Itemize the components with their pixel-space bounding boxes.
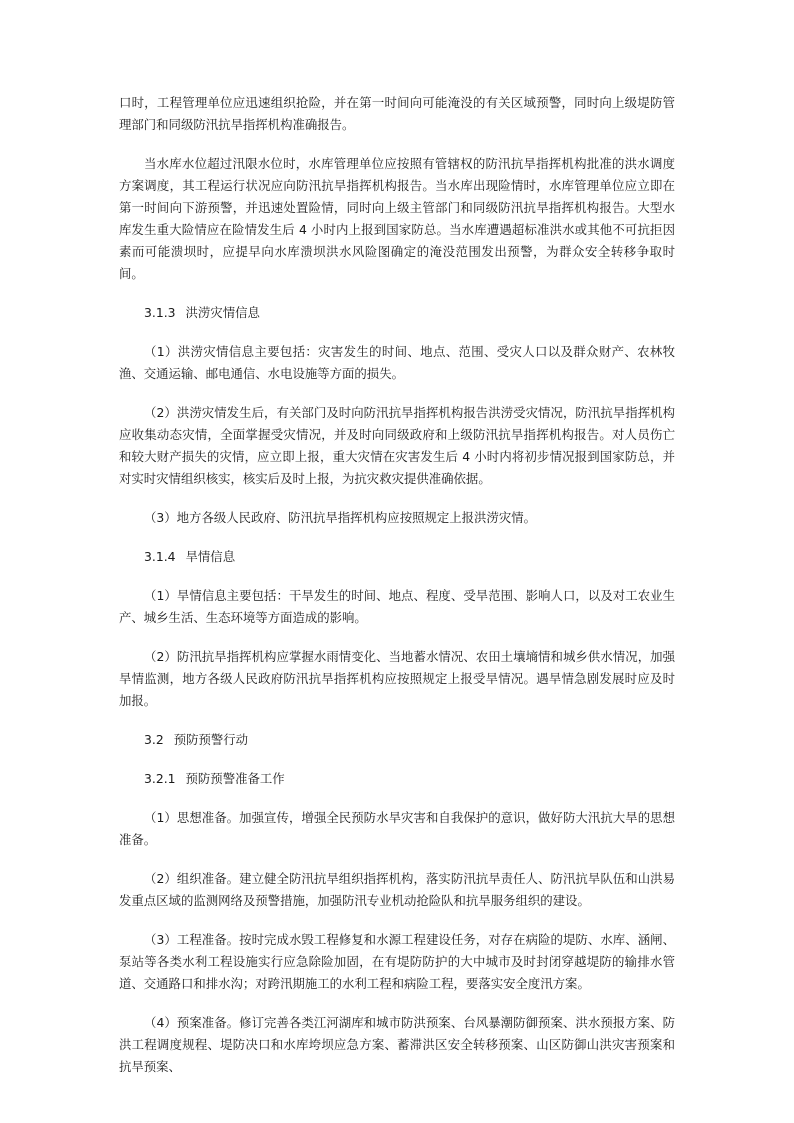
- section-number: 3.2.1: [144, 771, 176, 786]
- section-number: 3.2: [144, 732, 164, 747]
- document-body: [119, 92, 675, 1095]
- section-heading: [119, 768, 675, 790]
- section-title: 预防预警准备工作: [185, 771, 285, 786]
- section-heading: [119, 302, 675, 324]
- body-paragraph: （3）地方各级人民政府、防汛抗旱指挥机构应按照规定上报洪涝灾情。: [144, 510, 536, 525]
- section-title: 洪涝灾情信息: [185, 305, 260, 320]
- section-heading: [119, 729, 675, 751]
- section-title: 旱情信息: [185, 549, 236, 564]
- body-paragraph: （1）思想准备。加强宣传，增强全民预防水旱灾害和自我保护的意识，做好防大汛抗大旱的思想准备。: [119, 810, 675, 847]
- section-heading: [119, 546, 675, 568]
- body-paragraph: （3）工程准备。按时完成水毁工程修复和水源工程建设任务，对存在病险的堤防、水库、涵闸、泵站等各类水利工程设施实行应急除险加固，在有堤防防护的大中城市及时封闭穿越堤防的输排水管道、交通路口和排水沟；对跨汛期施工的水利工程和病险工程，要落实安全度汛方案。: [119, 932, 675, 991]
- body-paragraph: （2）洪涝灾情发生后，有关部门及时向防汛抗旱指挥机构报告洪涝受灾情况，防汛抗旱指挥机构应收集动态灾情，全面掌握受灾情况，并及时向同级政府和上级防汛抗旱指挥机构报告。对人员伤亡和较大财产损失的灾情，应立即上报，重大灾情在灾害发生后 4 小时内将初步情况报到国家防总，并对实时灾情组织核实，核实后及时上报，为抗灾救灾提供准确依据。: [119, 405, 675, 486]
- body-paragraph: （1）旱情信息主要包括：干旱发生的时间、地点、程度、受旱范围、影响人口，以及对工农业生产、城乡生活、生态环境等方面造成的影响。: [119, 588, 675, 625]
- body-paragraph: （2）防汛抗旱指挥机构应掌握水雨情变化、当地蓄水情况、农田土壤墒情和城乡供水情况，加强旱情监测，地方各级人民政府防汛抗旱指挥机构应按照规定上报受旱情况。遇旱情急剧发展时应及时加报。: [119, 649, 675, 708]
- body-paragraph: 当水库水位超过汛限水位时，水库管理单位应按照有管辖权的防汛抗旱指挥机构批准的洪水调度方案调度，其工程运行状况应向防汛抗旱指挥机构报告。当水库出现险情时，水库管理单位应立即在第一时间向下游预警，并迅速处置险情，同时向上级主管部门和同级防汛抗旱指挥机构报告。大型水库发生重大险情应在险情发生后 4 小时内上报到国家防总。当水库遭遇超标准洪水或其他不可抗拒因素而可能溃坝时，应提早向水库溃坝洪水风险图确定的淹没范围发出预警，为群众安全转移争取时间。: [119, 156, 675, 281]
- body-paragraph: （2）组织准备。建立健全防汛抗旱组织指挥机构，落实防汛抗旱责任人、防汛抗旱队伍和山洪易发重点区域的监测网络及预警措施，加强防汛专业机动抢险队和抗旱服务组织的建设。: [119, 871, 675, 908]
- body-paragraph: 口时，工程管理单位应迅速组织抢险，并在第一时间向可能淹没的有关区域预警，同时向上级堤防管理部门和同级防汛抗旱指挥机构准确报告。: [119, 95, 675, 132]
- body-paragraph: （1）洪涝灾情信息主要包括：灾害发生的时间、地点、范围、受灾人口以及群众财产、农林牧渔、交通运输、邮电通信、水电设施等方面的损失。: [119, 344, 675, 381]
- section-title: 预防预警行动: [173, 732, 249, 747]
- section-number: 3.1.3: [144, 305, 176, 320]
- section-number: 3.1.4: [144, 549, 176, 564]
- body-paragraph: （4）预案准备。修订完善各类江河湖库和城市防洪预案、台风暴潮防御预案、洪水预报方案、防洪工程调度规程、堤防决口和水库垮坝应急方案、蓄滞洪区安全转移预案、山区防御山洪灾害预案和抗旱预案、: [119, 1015, 675, 1074]
